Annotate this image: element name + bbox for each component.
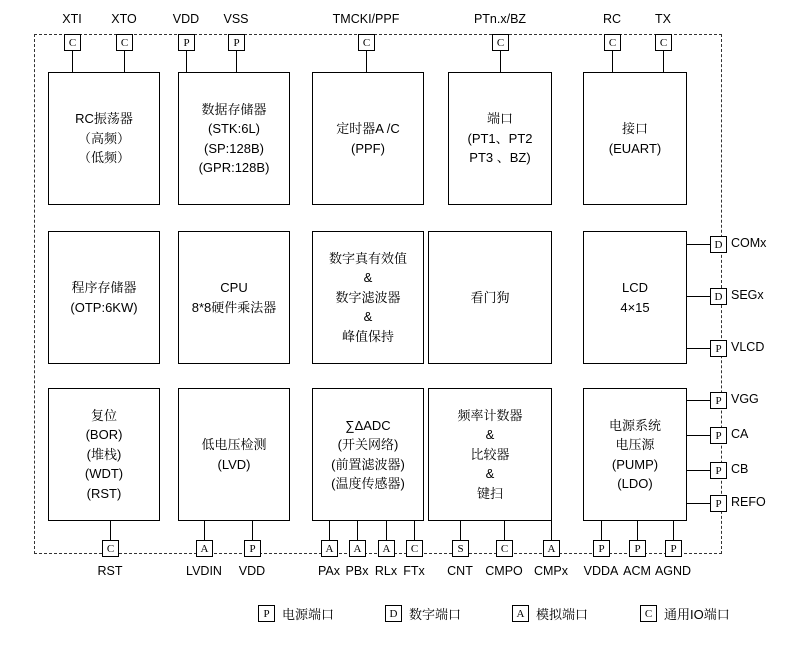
- block-watchdog: [428, 231, 552, 364]
- connector: [72, 51, 73, 72]
- pin-comx[interactable]: D: [710, 236, 727, 253]
- block-line: (EUART): [608, 140, 662, 156]
- pin-ptn-x-bz[interactable]: C: [492, 34, 509, 51]
- connector: [612, 51, 613, 72]
- connector: [687, 244, 710, 245]
- block-line: CPU: [220, 280, 248, 295]
- block-frequency-counter-comparator-keyscan: [428, 388, 552, 521]
- connector: [637, 521, 638, 540]
- pin-vdda[interactable]: P: [593, 540, 610, 557]
- legend-pin-c: C: [640, 605, 657, 622]
- pin-tx[interactable]: C: [655, 34, 672, 51]
- pin-label: XTI: [62, 12, 82, 26]
- block-line: (LDO): [617, 476, 653, 491]
- pin-label: CMPO: [485, 564, 523, 578]
- pin-cmpo[interactable]: C: [496, 540, 513, 557]
- connector: [204, 521, 205, 540]
- pin-label: PTn.x/BZ: [473, 12, 527, 26]
- pin-label: RLx: [374, 564, 398, 578]
- connector: [687, 348, 710, 349]
- block-line: 端口: [486, 111, 513, 127]
- block-line: (堆栈): [86, 446, 122, 462]
- pin-rlx[interactable]: A: [378, 540, 395, 557]
- connector: [357, 521, 358, 540]
- block-line: (WDT): [84, 466, 124, 482]
- block-line: (RST): [86, 485, 122, 501]
- pin-cb[interactable]: P: [710, 462, 727, 479]
- pin-label: RST: [97, 564, 123, 578]
- block-reset: [48, 388, 160, 521]
- connector: [687, 296, 710, 297]
- block-line: &: [485, 466, 495, 482]
- connector: [110, 521, 111, 540]
- pin-label: CB: [731, 462, 749, 476]
- block-line: (LVD): [217, 456, 251, 472]
- pin-pbx[interactable]: A: [349, 540, 366, 557]
- legend-pin-d: D: [385, 605, 402, 622]
- block-line: (SP:128B): [204, 140, 264, 156]
- pin-label: LVDIN: [186, 564, 222, 578]
- block-line: 电源系统: [608, 417, 661, 433]
- block-line: (前置滤波器): [331, 456, 405, 472]
- connector: [252, 521, 253, 540]
- pin-label: COMx: [731, 236, 767, 250]
- block-data-memory: [178, 72, 290, 205]
- pin-rc[interactable]: C: [604, 34, 621, 51]
- block-line: PT3 、BZ): [469, 150, 531, 166]
- block-interface: [583, 72, 687, 205]
- pin-label: VGG: [731, 392, 759, 406]
- connector: [366, 51, 367, 72]
- block-line: (BOR): [85, 427, 123, 443]
- pin-vss[interactable]: P: [228, 34, 245, 51]
- block-line: 4×15: [620, 299, 650, 315]
- pin-label: AGND: [654, 564, 692, 578]
- pin-rst[interactable]: C: [102, 540, 119, 557]
- block-line: 定时器A /C: [336, 121, 400, 136]
- connector: [551, 521, 552, 540]
- pin-xti[interactable]: C: [64, 34, 81, 51]
- pin-label: VDD: [238, 564, 266, 578]
- block-line: 程序存储器: [71, 280, 137, 295]
- pin-label: XTO: [111, 12, 137, 26]
- pin-label: CMPx: [533, 564, 569, 578]
- block-line: 数据存储器: [201, 101, 267, 117]
- connector: [663, 51, 664, 72]
- legend-item: [640, 604, 730, 623]
- connector: [601, 521, 602, 540]
- block-lcd: [583, 231, 687, 364]
- block-line: 数字真有效值: [328, 250, 407, 266]
- pin-cnt[interactable]: S: [452, 540, 469, 557]
- pin-label: TMCKI/PPF: [332, 12, 400, 26]
- pin-label: VDDA: [583, 564, 619, 578]
- pin-ftx[interactable]: C: [406, 540, 423, 557]
- legend-item: [512, 604, 588, 623]
- block-line: ∑ΔADC: [345, 417, 391, 433]
- block-line: (GPR:128B): [198, 160, 270, 175]
- block-digital-rms-filter-peak: [312, 231, 424, 364]
- connector: [687, 470, 710, 471]
- block-line: &: [363, 309, 373, 325]
- pin-refo[interactable]: P: [710, 495, 727, 512]
- block-line: (STK:6L): [207, 121, 260, 136]
- pin-label: FTx: [403, 564, 425, 578]
- block-line: (温度传感器): [331, 476, 405, 491]
- pin-xto[interactable]: C: [116, 34, 133, 51]
- pin-label: PAx: [318, 564, 340, 578]
- block-cpu: [178, 231, 290, 364]
- block-line: &: [363, 270, 373, 286]
- block-line: (PT1、PT2: [467, 130, 533, 146]
- connector: [186, 51, 187, 72]
- legend-label: 通用IO端口: [664, 607, 730, 622]
- pin-label: VSS: [223, 12, 249, 26]
- connector: [504, 521, 505, 540]
- block-rc-oscillator: [48, 72, 160, 205]
- pin-ca[interactable]: P: [710, 427, 727, 444]
- block-line: 8*8硬件乘法器: [191, 299, 277, 315]
- block-line: 复位: [90, 407, 117, 423]
- connector: [386, 521, 387, 540]
- block-line: (开关网络): [337, 437, 399, 452]
- pin-label: VDD: [172, 12, 200, 26]
- connector: [687, 503, 710, 504]
- pin-label: PBx: [345, 564, 369, 578]
- pin-label: CA: [731, 427, 749, 441]
- block-program-memory: [48, 231, 160, 364]
- pin-vgg[interactable]: P: [710, 392, 727, 409]
- block-line: RC振荡器: [75, 111, 133, 127]
- block-line: 低电压检测: [201, 437, 267, 452]
- legend-label: 电源端口: [282, 607, 335, 622]
- block-sigma-delta-adc: [312, 388, 424, 521]
- connector: [329, 521, 330, 540]
- block-line: 接口: [621, 121, 648, 136]
- block-line: 键扫: [476, 485, 503, 501]
- legend-label: 模拟端口: [536, 607, 589, 622]
- pin-tmcki-ppf[interactable]: C: [358, 34, 375, 51]
- block-line: 电压源: [615, 437, 655, 452]
- pin-label: VLCD: [731, 340, 765, 354]
- pin-label: CNT: [447, 564, 473, 578]
- pin-lvdin[interactable]: A: [196, 540, 213, 557]
- connector: [673, 521, 674, 540]
- connector: [124, 51, 125, 72]
- pin-label: REFO: [731, 495, 766, 509]
- block-line: 比较器: [470, 446, 510, 462]
- connector: [500, 51, 501, 72]
- block-power-system: [583, 388, 687, 521]
- pin-vlcd[interactable]: P: [710, 340, 727, 357]
- pin-segx[interactable]: D: [710, 288, 727, 305]
- block-line: &: [485, 427, 495, 443]
- block-line: 数字滤波器: [335, 289, 401, 305]
- pin-pax[interactable]: A: [321, 540, 338, 557]
- pin-label: ACM: [623, 564, 651, 578]
- block-line: 看门狗: [470, 289, 510, 305]
- block-low-voltage-detect: [178, 388, 290, 521]
- legend-label: 数字端口: [409, 607, 462, 622]
- pin-label: RC: [602, 12, 622, 26]
- pin-agnd[interactable]: P: [665, 540, 682, 557]
- connector: [460, 521, 461, 540]
- connector: [687, 435, 710, 436]
- legend-item: [385, 604, 461, 623]
- legend-item: [258, 604, 334, 623]
- block-line: 频率计数器: [457, 407, 523, 423]
- pin-label: TX: [655, 12, 671, 26]
- connector: [414, 521, 415, 540]
- legend-pin-p: P: [258, 605, 275, 622]
- block-line: （低频）: [77, 150, 130, 166]
- block-line: （高频）: [77, 130, 130, 146]
- block-line: (OTP:6KW): [70, 299, 138, 315]
- legend-pin-a: A: [512, 605, 529, 622]
- pin-cmpx[interactable]: A: [543, 540, 560, 557]
- pin-vdd[interactable]: P: [178, 34, 195, 51]
- pin-label: SEGx: [731, 288, 764, 302]
- block-line: LCD: [621, 280, 648, 295]
- block-line: (PUMP): [611, 456, 659, 472]
- block-line: (PPF): [351, 140, 385, 156]
- connector: [687, 400, 710, 401]
- pin-acm[interactable]: P: [629, 540, 646, 557]
- block-port: [448, 72, 552, 205]
- connector: [236, 51, 237, 72]
- block-timer-ac: [312, 72, 424, 205]
- pin-vdd[interactable]: P: [244, 540, 261, 557]
- block-line: 峰值保持: [341, 328, 394, 344]
